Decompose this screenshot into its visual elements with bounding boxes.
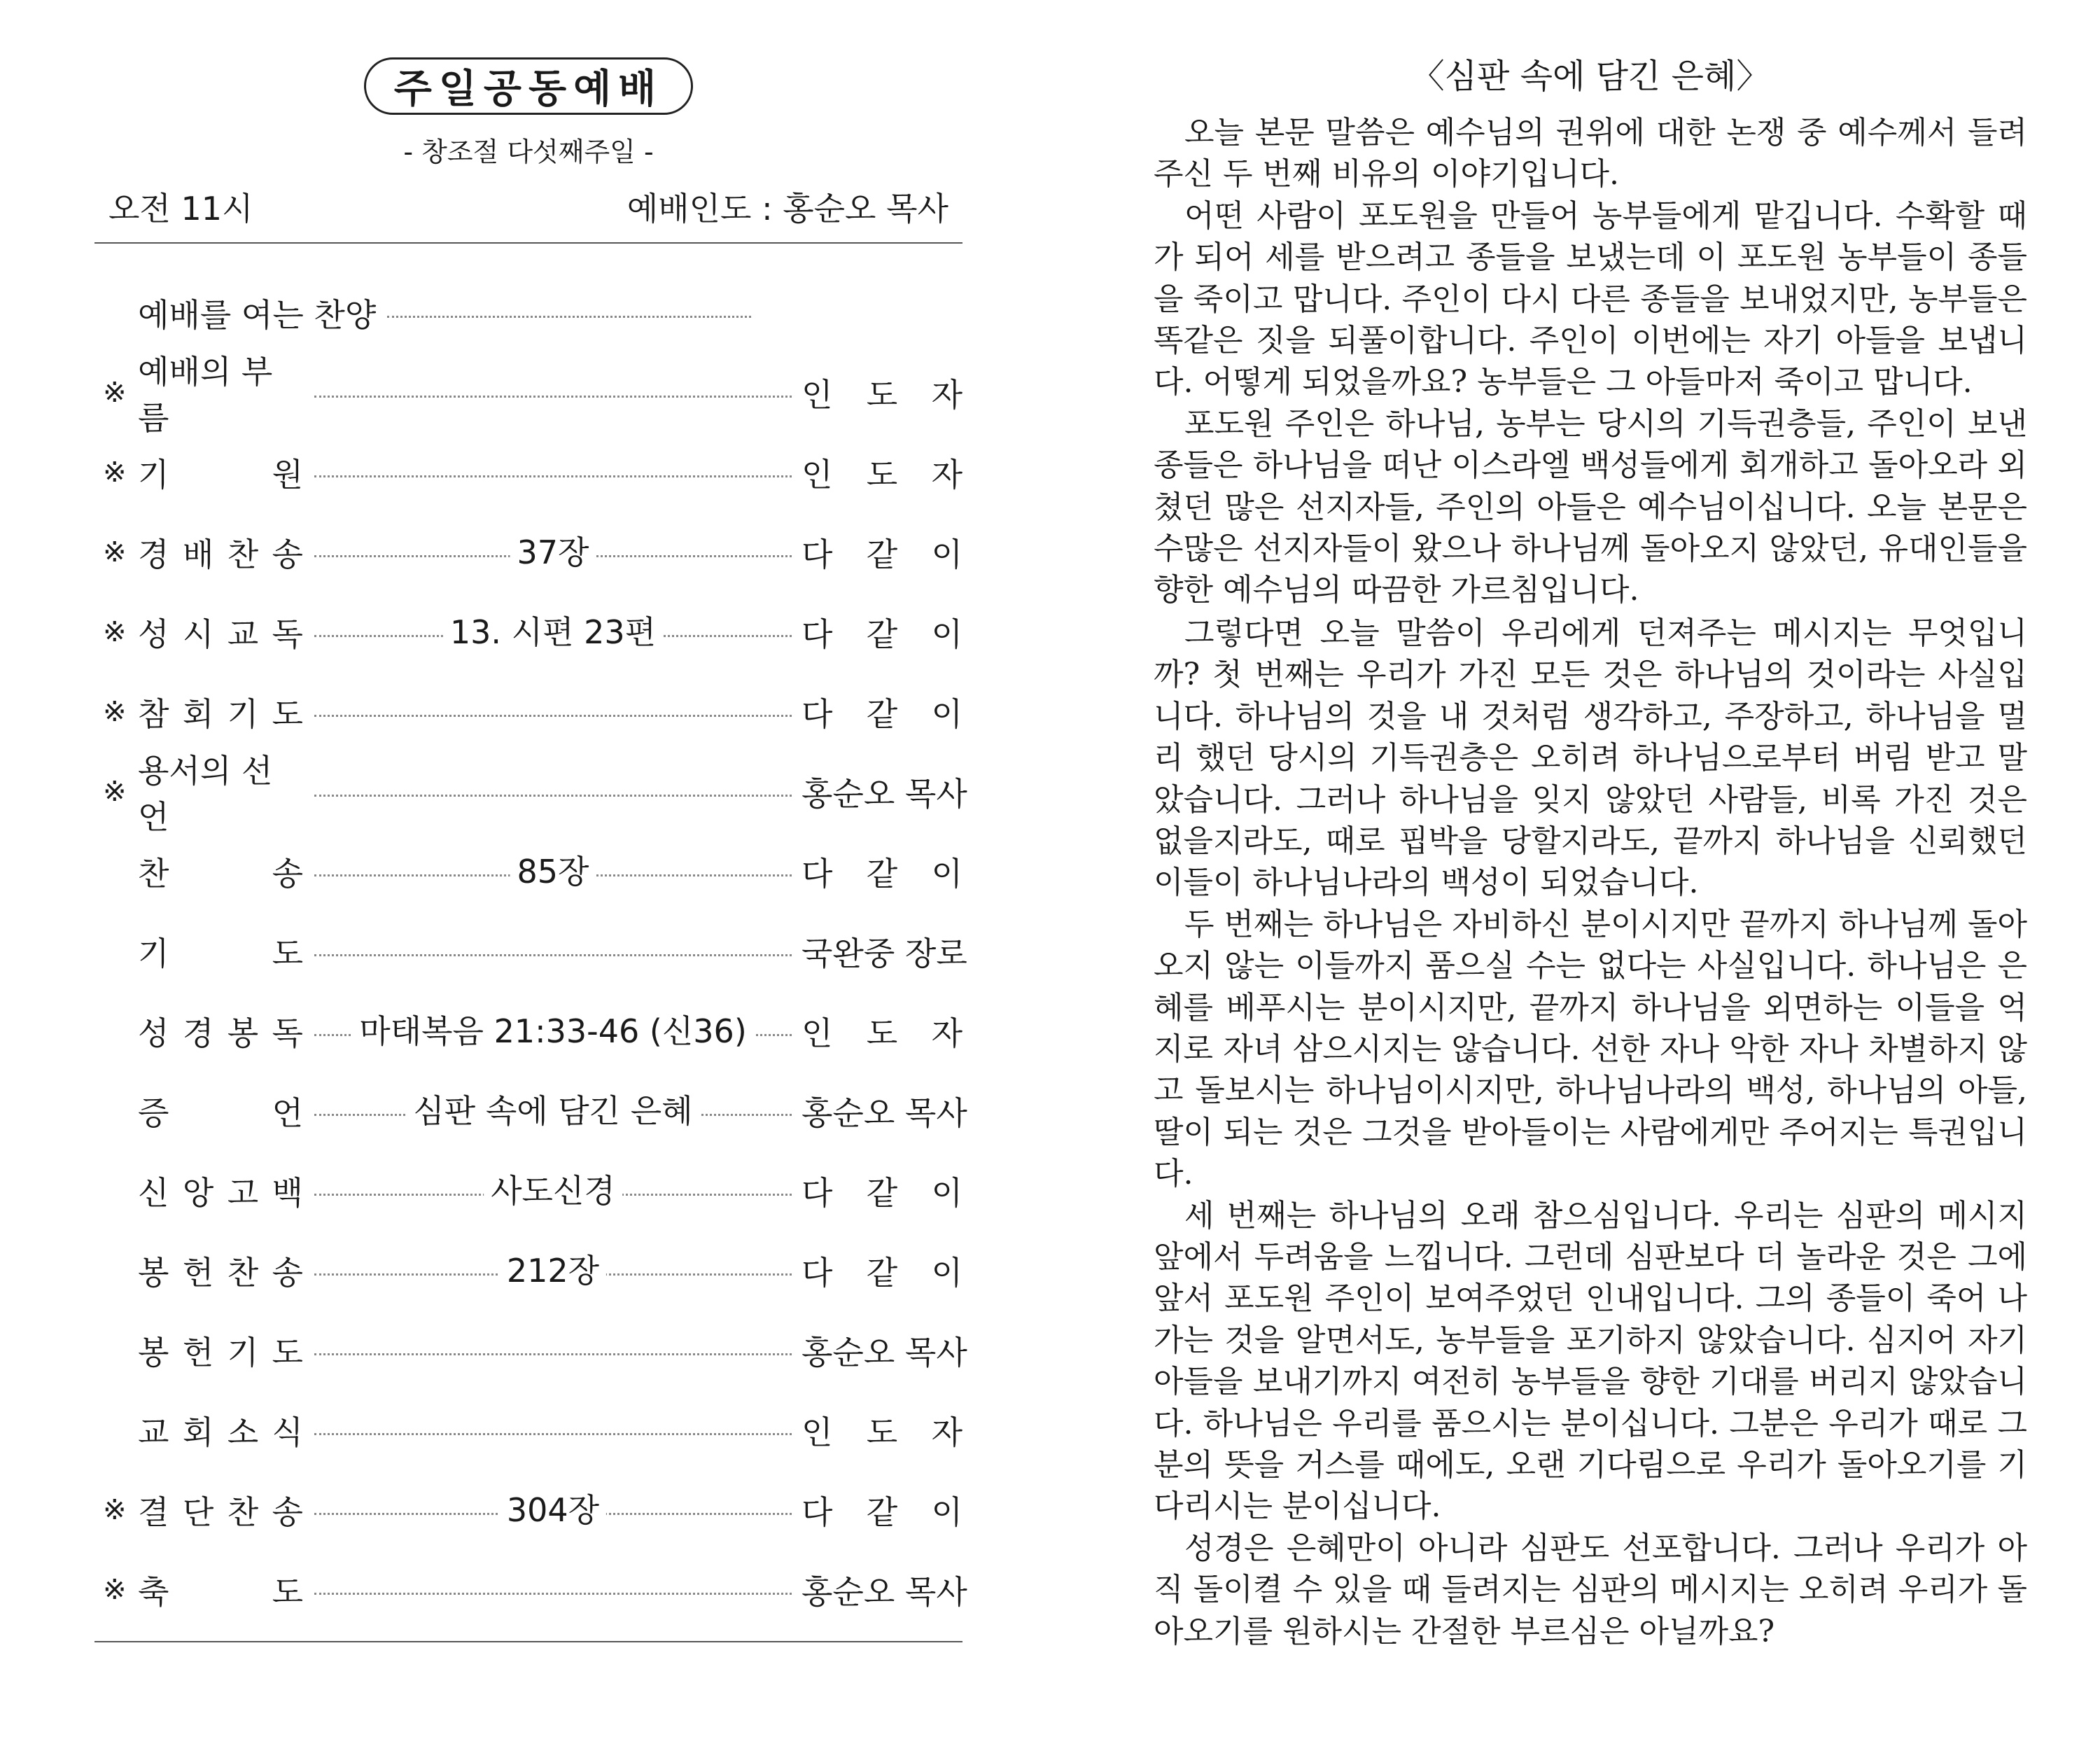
standing-mark: ※: [103, 696, 127, 728]
order-item-name: 봉 헌 찬 송: [138, 1254, 303, 1292]
order-item-detail: 심판 속에 담긴 은혜: [406, 1090, 699, 1132]
standing-mark: ※: [103, 1574, 127, 1606]
top-divider: [94, 242, 962, 244]
order-item-person: 인 도 자: [802, 1014, 962, 1052]
dot-leader: [314, 1010, 792, 1052]
order-item-name: 축 도: [138, 1573, 303, 1611]
bulletin-subtitle: - 창조절 다섯째주일 -: [403, 137, 654, 167]
order-item-person: 홍순오 목사: [802, 1334, 967, 1371]
order-item-name: 참 회 기 도: [138, 695, 303, 733]
order-item-person: 홍순오 목사: [802, 775, 967, 813]
order-item-name: 교 회 소 식: [138, 1413, 303, 1451]
sermon-title: 〈심판 속에 담긴 은혜〉: [1410, 57, 1770, 96]
order-row: [94, 512, 962, 592]
order-row: [94, 1311, 967, 1390]
order-item-person: 인 도 자: [802, 456, 962, 494]
bottom-divider: [94, 1641, 962, 1642]
dot-leader: [314, 930, 792, 972]
order-row: [94, 832, 962, 912]
standing-mark: ※: [103, 1494, 127, 1526]
order-item-person: 다 같 이: [802, 1254, 962, 1292]
dot-leader: [314, 851, 792, 893]
order-item-name: 경 배 찬 송: [138, 536, 303, 573]
order-item-person: 다 같 이: [802, 1174, 962, 1212]
order-item-person: 다 같 이: [802, 1493, 962, 1531]
standing-mark: ※: [103, 776, 127, 808]
order-row: [94, 672, 962, 752]
order-item-name: 성 시 교 독: [138, 615, 303, 653]
order-item-name: 기 도: [138, 935, 303, 972]
order-item-name: 찬 송: [138, 855, 303, 893]
sermon-paragraph: 두 번째는 하나님은 자비하신 분이시지만 끝까지 하나님께 돌아오지 않는 이들까지 품으실 수는 없다는 사실입니다. 하나님은 은혜를 베푸시는 분이시지만, 끝까지 하나님을 외면하는 이들을 억지로 자녀 삼으시지는 않습니다. 선한 자나 악한 자나 차별하지 않고 돌보시는 하나님이시지만, 하나님나라의 백성, 하나님의 아들, 딸이 되는 것은 그것을 받아들이는 사람에게만 주어지는 특권입니다.: [1154, 906, 2027, 1192]
standing-mark: ※: [103, 536, 127, 568]
dot-leader: [314, 1489, 792, 1531]
dot-leader: [387, 292, 751, 334]
dot-leader: [314, 691, 792, 733]
order-item-name: 결 단 찬 송: [138, 1493, 303, 1531]
order-item-person: 홍순오 목사: [802, 1094, 967, 1132]
order-row: [94, 1151, 962, 1231]
dot-leader: [314, 1090, 792, 1132]
dot-leader: [314, 452, 792, 494]
sermon-paragraph: 오늘 본문 말씀은 예수님의 권위에 대한 논쟁 중 예수께서 들려주신 두 번째 비유의 이야기입니다.: [1154, 115, 2027, 193]
standing-mark: ※: [103, 456, 127, 489]
order-item-person: 다 같 이: [802, 695, 962, 733]
order-item-name: 봉 헌 기 도: [138, 1334, 303, 1371]
order-item-name: 증 언: [138, 1094, 303, 1132]
order-item-name: 예배를 여는 찬양: [138, 296, 377, 334]
service-time: 오전 11시: [108, 190, 253, 228]
order-row: [94, 912, 967, 991]
dot-leader: [314, 771, 792, 813]
order-row: [94, 353, 962, 437]
order-row: [94, 592, 962, 672]
order-item-name: 예배의 부름: [138, 353, 273, 437]
dot-leader: [314, 1409, 792, 1451]
dot-leader: [314, 1250, 792, 1292]
order-item-person: 다 같 이: [802, 615, 962, 653]
dot-leader: [314, 1170, 792, 1212]
dot-leader: [314, 372, 792, 414]
order-item-person: 인 도 자: [802, 1413, 962, 1451]
order-row: [94, 991, 962, 1071]
bulletin-title: 주일공동예배: [364, 57, 693, 115]
order-item-person: 국완중 장로: [802, 935, 967, 972]
sermon-paragraph: 어떤 사람이 포도원을 만들어 농부들에게 맡깁니다. 수확할 때가 되어 세를 받으려고 종들을 보냈는데 이 포도원 농부들이 종들을 죽이고 맙니다. 주인이 다시 다른 종들을 보내었지만, 농부들은 똑같은 짓을 되풀이합니다. 주인이 이번에는 자기 아들을 보냅니다. 어떻게 되었을까요? 농부들은 그 아들마저 죽이고 맙니다.: [1154, 197, 2027, 400]
order-item-detail: 304장: [500, 1489, 606, 1531]
sermon-body: [1154, 112, 2027, 1652]
order-row: [94, 1470, 962, 1550]
order-item-detail: 13. 시편 23편: [443, 611, 663, 653]
order-item-detail: 85장: [510, 851, 596, 893]
service-leader: 예배인도 : 홍순오 목사: [626, 190, 948, 228]
order-of-worship-list: [94, 273, 967, 1630]
dot-leader: [314, 531, 792, 573]
order-item-detail: 사도신경: [484, 1170, 622, 1212]
order-item-person: 인 도 자: [802, 376, 962, 414]
standing-mark: ※: [103, 377, 127, 409]
order-row: [94, 1071, 967, 1151]
sermon-paragraph: 성경은 은혜만이 아니라 심판도 선포합니다. 그러나 우리가 아직 돌이켤 수 있을 때 들려지는 심판의 메시지는 오히려 우리가 돌아오기를 원하시는 간절한 부르심은 아닐까요?: [1154, 1530, 2027, 1649]
standing-mark: ※: [103, 616, 127, 648]
dot-leader: [314, 1329, 792, 1371]
order-row: [94, 1231, 962, 1311]
sermon-paragraph: 세 번째는 하나님의 오래 참으심입니다. 우리는 심판의 메시지 앞에서 두려움을 느낍니다. 그런데 심판보다 더 놀라운 것은 그에 앞서 포도원 주인이 보여주었던 인내입니다. 그의 종들이 죽어 나가는 것을 알면서도, 농부들을 포기하지 않았습니다. 심지어 자기 아들을 보내기까지 여전히 농부들을 향한 기대를 버리지 않았습니다. 하나님은 우리를 품으시는 분이십니다. 그분은 우리가 때로 그분의 뜻을 거스를 때에도, 오랜 기다림으로 우리가 돌아오기를 기다리시는 분이십니다.: [1154, 1197, 2027, 1525]
order-item-person: 다 같 이: [802, 536, 962, 573]
order-item-name: 신 앙 고 백: [138, 1174, 303, 1212]
order-item-detail: 마태복음 21:33-46 (신36): [352, 1010, 754, 1052]
order-item-name: 성 경 봉 독: [138, 1014, 303, 1052]
order-row: [94, 1390, 962, 1470]
order-item-person: 다 같 이: [802, 855, 962, 893]
order-row: [94, 1550, 967, 1630]
order-item-name: 기 원: [138, 456, 303, 494]
sermon-paragraph: 포도원 주인은 하나님, 농부는 당시의 기득권층들, 주인이 보낸 종들은 하나님을 떠난 이스라엘 백성들에게 회개하고 돌아오라 외쳤던 많은 선지자들, 주인의 아들은 예수님이십니다. 오늘 본문은 수많은 선지자들이 왔으나 하나님께 돌아오지 않았던, 유대인들을 향한 예수님의 따끔한 가르침입니다.: [1154, 405, 2027, 608]
order-row: [94, 273, 962, 353]
dot-leader: [314, 1569, 792, 1611]
order-item-name: 용서의 선언: [138, 752, 273, 836]
order-item-detail: 212장: [500, 1250, 606, 1292]
dot-leader: [314, 611, 792, 653]
worship-order-page: [94, 0, 967, 1753]
order-row: [94, 752, 967, 836]
sermon-paragraph: 그렇다면 오늘 말씀이 우리에게 던져주는 메시지는 무엇입니까? 첫 번째는 우리가 가진 모든 것은 하나님의 것이라는 사실입니다. 하나님의 것을 내 것처럼 생각하고, 주장하고, 하나님을 멀리 했던 당시의 기득권층은 오히려 하나님으로부터 버림 받고 말았습니다. 그러나 하나님을 잊지 않았던 사람들, 비록 가진 것은 없을지라도, 때로 핍박을 당할지라도, 끝까지 하나님을 신뢰했던 이들이 하나님나라의 백성이 되었습니다.: [1154, 615, 2027, 901]
order-item-detail: 37장: [510, 531, 596, 573]
order-item-person: 홍순오 목사: [802, 1573, 967, 1611]
order-row: [94, 433, 962, 512]
